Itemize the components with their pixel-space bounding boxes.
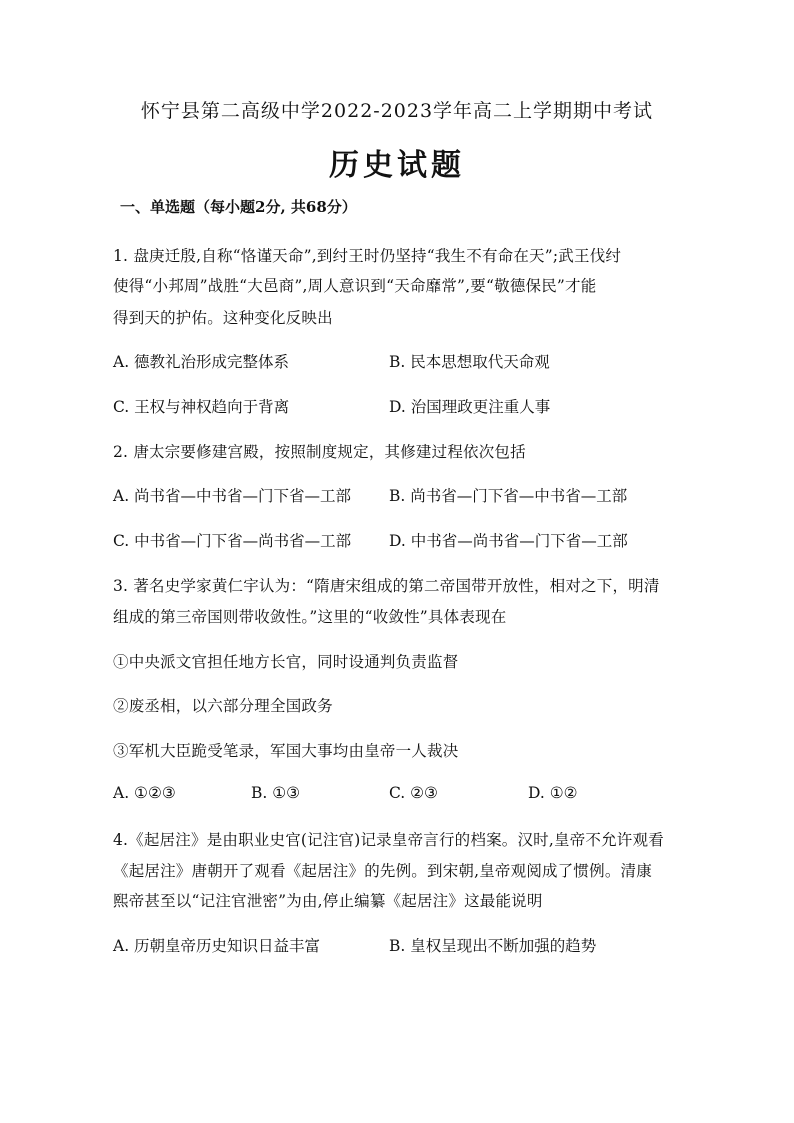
question-1-option-d: D. 治国理政更注重人事 (389, 398, 551, 416)
question-2-option-d: D. 中书省—尚书省—门下省—工部 (389, 532, 628, 550)
question-3-option-a: A. ①②③ (113, 784, 176, 802)
subject-title: 历史试题 (329, 148, 465, 183)
question-1-option-b: B. 民本思想取代天命观 (389, 353, 550, 371)
question-3-option-b: B. ①③ (251, 784, 301, 802)
question-4-option-b: B. 皇权呈现出不断加强的趋势 (389, 937, 597, 955)
question-3-line-2: 组成的第三帝国则带收敛性。”这里的“收敛性”具体表现在 (113, 608, 507, 626)
question-2-line-1: 2. 唐太宗要修建宫殿，按照制度规定，其修建过程依次包括 (113, 443, 526, 461)
question-4-line-1: 4.《起居注》是由职业史官(记注官)记录皇帝言行的档案。汉时,皇帝不允许观看 (113, 831, 664, 849)
question-2-option-a: A. 尚书省—中书省—门下省—工部 (113, 487, 352, 505)
question-1-line-2: 使得“小邦周”战胜“大邑商”,周人意识到“天命靡常”,要“敬德保民”才能 (113, 277, 597, 295)
question-4-line-3: 熙帝甚至以“记注官泄密”为由,停止编纂《起居注》这最能说明 (113, 892, 543, 910)
question-3-option-c: C. ②③ (389, 784, 438, 802)
question-2-option-c: C. 中书省—门下省—尚书省—工部 (113, 532, 352, 550)
question-1-option-a: A. 德教礼治形成完整体系 (113, 353, 290, 371)
question-2-option-b: B. 尚书省—门下省—中书省—工部 (389, 487, 628, 505)
question-3-statement-1: ①中央派文官担任地方长官，同时设通判负责监督 (113, 653, 459, 671)
exam-title: 怀宁县第二高级中学2022-2023学年高二上学期期中考试 (140, 100, 654, 122)
question-4-option-a: A. 历朝皇帝历史知识日益丰富 (113, 937, 321, 955)
question-3-option-d: D. ①② (528, 784, 578, 802)
question-4-line-2: 《起居注》唐朝开了观看《起居注》的先例。到宋朝,皇帝观阅成了惯例。清康 (113, 862, 652, 880)
question-3-line-1: 3. 著名史学家黄仁宇认为：“隋唐宋组成的第二帝国带开放性，相对之下，明清 (113, 577, 660, 595)
question-3-statement-3: ③军机大臣跪受笔录，军国大事均由皇帝一人裁决 (113, 742, 459, 760)
question-1-line-3: 得到天的护佑。这种变化反映出 (113, 309, 333, 327)
section-heading: 一、单选题（每小题2分, 共68分） (120, 198, 357, 216)
question-1-option-c: C. 王权与神权趋向于背离 (113, 398, 290, 416)
question-3-statement-2: ②废丞相，以六部分理全国政务 (113, 697, 333, 715)
question-1-line-1: 1. 盘庚迁殷,自称“恪谨天命”,到纣王时仍坚持“我生不有命在天”;武王伐纣 (113, 247, 622, 265)
